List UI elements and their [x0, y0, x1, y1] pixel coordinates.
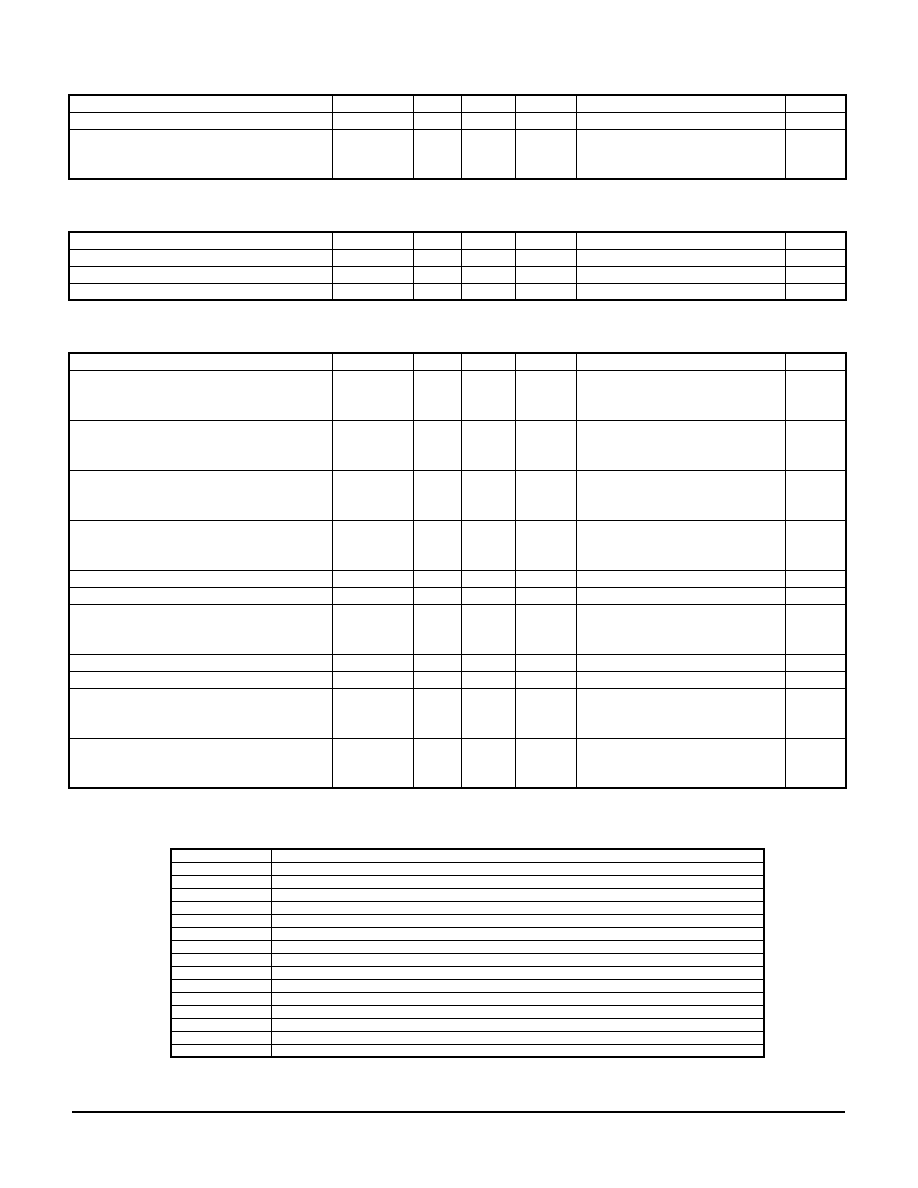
table-row — [171, 849, 764, 862]
table-row — [69, 129, 846, 179]
table-row — [171, 862, 764, 875]
table-row — [171, 1018, 764, 1031]
table-row — [171, 1031, 764, 1044]
table-row — [69, 570, 846, 587]
table-row — [171, 914, 764, 927]
table-row — [171, 888, 764, 901]
table-row — [171, 1044, 764, 1057]
table-row — [69, 353, 846, 370]
table-row — [171, 940, 764, 953]
table-row — [171, 1005, 764, 1018]
table-row — [171, 966, 764, 979]
table-row — [171, 979, 764, 992]
table-row — [171, 875, 764, 888]
table-row — [69, 587, 846, 604]
table-row — [171, 953, 764, 966]
table-3 — [68, 352, 847, 789]
table-2 — [68, 231, 847, 301]
table-row — [69, 671, 846, 688]
table-row — [69, 688, 846, 738]
table-row — [171, 992, 764, 1005]
table-row — [69, 604, 846, 654]
table-row — [69, 654, 846, 671]
table-row — [171, 927, 764, 940]
table-row — [69, 112, 846, 129]
table-row — [69, 95, 846, 112]
table-row — [69, 370, 846, 420]
footer-divider — [72, 1111, 845, 1113]
table-row — [69, 520, 846, 570]
table-row — [69, 249, 846, 266]
table-row — [69, 283, 846, 300]
table-row — [69, 470, 846, 520]
table-row — [69, 232, 846, 249]
table-row — [69, 738, 846, 788]
table-4 — [170, 848, 765, 1058]
table-row — [69, 266, 846, 283]
table-row — [171, 901, 764, 914]
table-1 — [68, 94, 847, 180]
table-row — [69, 420, 846, 470]
